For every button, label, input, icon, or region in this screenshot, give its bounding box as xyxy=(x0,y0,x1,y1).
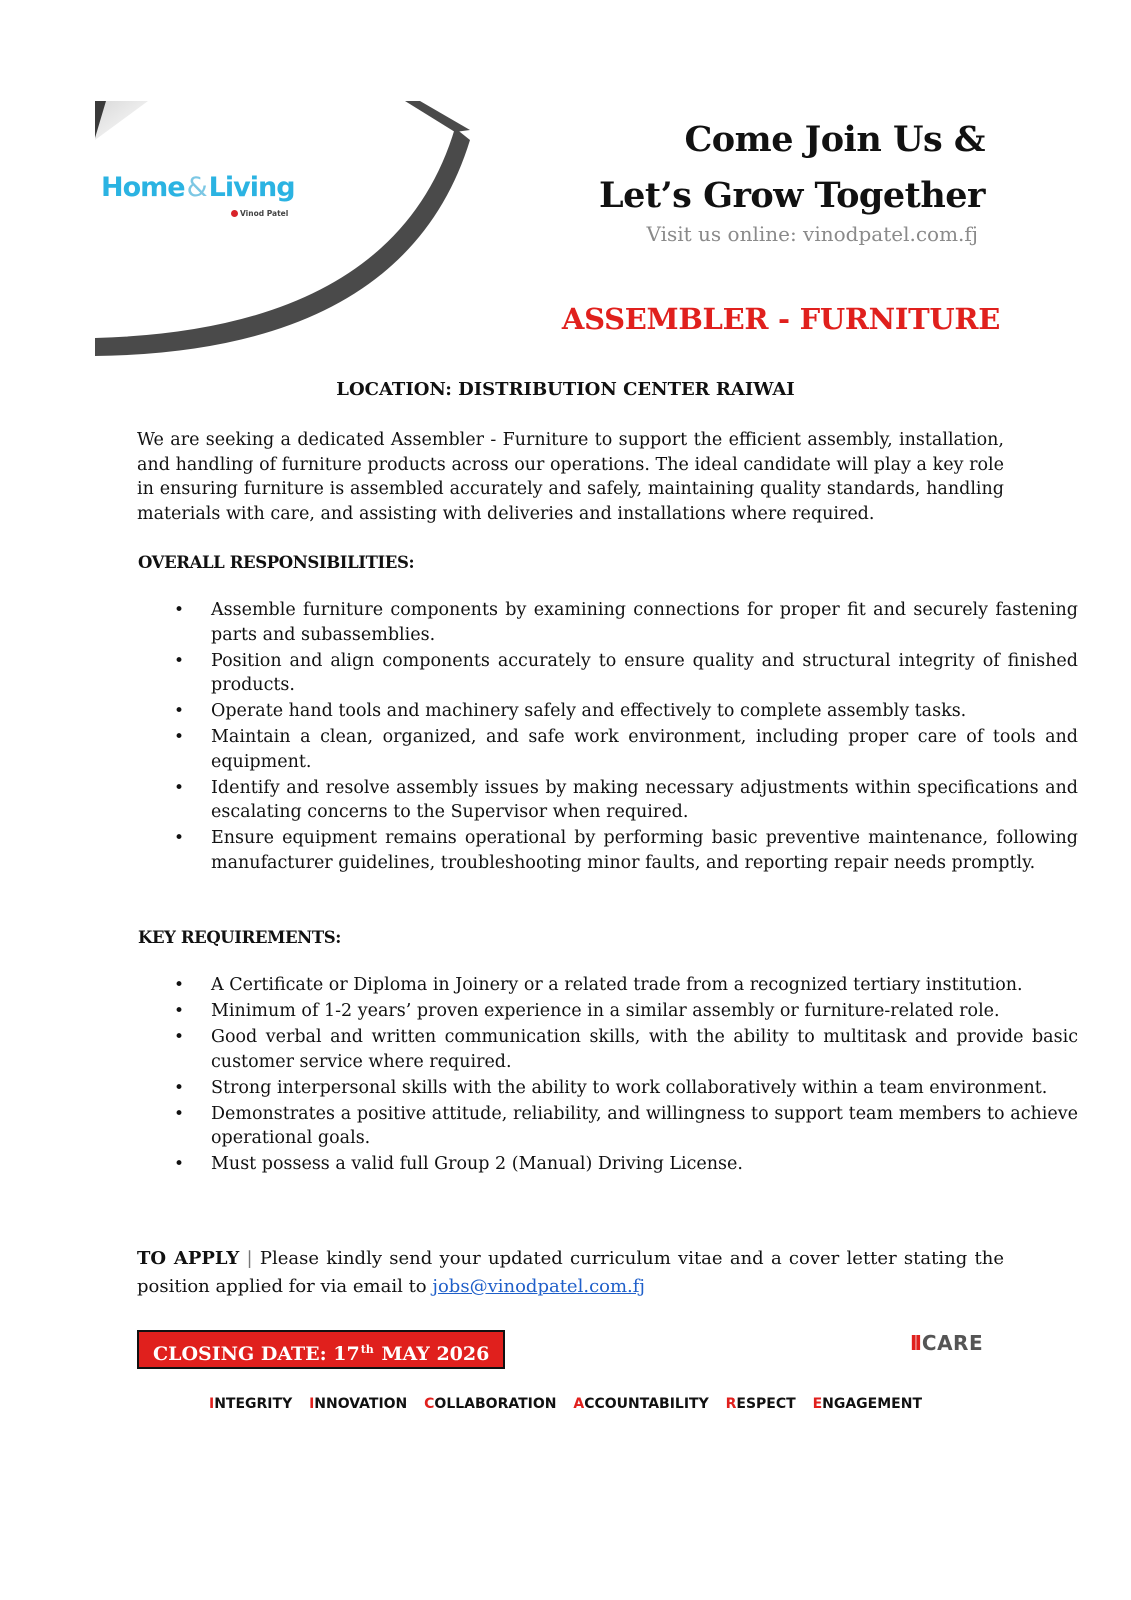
list-item: • Ensure equipment remains operational by performing basic preventive maintenance, following manufacturer guidelines, troubleshooting minor faults, and reporting repair needs promptly. xyxy=(211,826,1078,875)
requirements-heading: KEY REQUIREMENTS: xyxy=(138,928,341,947)
closing-date-badge xyxy=(137,1330,505,1369)
responsibilities-list xyxy=(137,598,1078,877)
value-initial: I xyxy=(309,1396,315,1412)
list-item: • Assemble furniture components by examining connections for proper fit and securely fastening parts and subassemblies. xyxy=(211,598,1078,647)
job-title: ASSEMBLER - FURNITURE xyxy=(561,302,1000,336)
apply-email-link[interactable]: jobs@vinodpatel.com.fj xyxy=(432,1276,646,1297)
logo-swoosh-tip xyxy=(405,101,470,132)
care-word: CARE xyxy=(921,1331,984,1355)
list-item: • Identify and resolve assembly issues by making necessary adjustments within specifications and escalating concerns to the Supervisor when required. xyxy=(211,776,1078,825)
headline xyxy=(599,112,985,224)
value-initial: C xyxy=(424,1396,435,1412)
list-item: • A Certificate or Diploma in Joinery or a related trade from a recognized tertiary institution. xyxy=(211,973,1078,998)
closing-date-ordinal: th xyxy=(360,1343,374,1356)
value-engagement xyxy=(813,1396,922,1412)
value-rest: NTEGRITY xyxy=(214,1396,293,1412)
apply-text: Please kindly send your updated curriculum vitae and a cover letter stating the position applied for via email to xyxy=(137,1248,1004,1297)
value-initial: I xyxy=(208,1396,215,1412)
value-integrity xyxy=(209,1396,292,1412)
value-respect xyxy=(726,1396,796,1412)
intro-paragraph: We are seeking a dedicated Assembler - Furniture to support the efficient assembly, installation, and handling of furniture products across our operations. The ideal candidate will play a key role in ensuring furniture is assembled accurately and safely, maintaining quality standards, handling materials with care, and assisting with deliveries and installations where required. xyxy=(137,430,1004,524)
list-item: • Operate hand tools and machinery safely and effectively to complete assembly tasks. xyxy=(211,699,1078,724)
list-item: • Maintain a clean, organized, and safe work environment, including proper care of tools and equipment. xyxy=(211,725,1078,774)
value-innovation xyxy=(309,1396,407,1412)
list-item: • Must possess a valid full Group 2 (Manual) Driving License. xyxy=(211,1152,1078,1177)
list-item: • Good verbal and written communication skills, with the ability to multitask and provide basic customer service where required. xyxy=(211,1025,1078,1074)
brand-logo-word-living: Living xyxy=(208,172,295,203)
job-location: LOCATION: DISTRIBUTION CENTER RAIWAI xyxy=(336,379,795,400)
responsibilities-heading: OVERALL RESPONSIBILITIES: xyxy=(138,553,415,572)
visit-website-text: Visit us online: vinodpatel.com.fj xyxy=(646,222,978,246)
apply-lead: TO APPLY xyxy=(137,1248,240,1269)
headline-line-1: Come Join Us & xyxy=(684,119,985,160)
logo-swoosh xyxy=(95,128,470,356)
list-item: • Position and align components accurately to ensure quality and structural integrity of finished products. xyxy=(211,649,1078,698)
value-rest: NNOVATION xyxy=(314,1396,408,1412)
value-collaboration xyxy=(424,1396,556,1412)
care-bars: II xyxy=(910,1331,919,1355)
closing-date-rest: MAY 2026 xyxy=(381,1343,490,1365)
list-item: • Strong interpersonal skills with the ability to work collaboratively within a team environment. xyxy=(211,1076,1078,1101)
brand-logo-word-home: Home xyxy=(101,172,185,203)
brand-logo-amp: & xyxy=(186,172,207,203)
value-initial: E xyxy=(812,1396,823,1412)
company-values xyxy=(0,1396,1131,1412)
brand-sublogo xyxy=(231,209,288,218)
value-rest: CCOUNTABILITY xyxy=(584,1396,709,1412)
value-rest: NGAGEMENT xyxy=(822,1396,922,1412)
brand-sublogo-text: Vinod Patel xyxy=(240,209,289,218)
value-rest: ESPECT xyxy=(736,1396,796,1412)
apply-separator: | xyxy=(246,1248,253,1269)
headline-line-2: Let’s Grow Together xyxy=(598,175,985,216)
brand-logo xyxy=(101,172,295,203)
value-initial: A xyxy=(573,1396,585,1412)
list-item: • Minimum of 1-2 years’ proven experience in a similar assembly or furniture-related role. xyxy=(211,999,1078,1024)
brand-dot-icon xyxy=(231,210,238,217)
requirements-list xyxy=(137,973,1078,1178)
care-logo xyxy=(910,1331,983,1355)
value-initial: R xyxy=(725,1396,737,1412)
list-item: • Demonstrates a positive attitude, reliability, and willingness to support team members to achieve operational goals. xyxy=(211,1102,1078,1151)
apply-instructions xyxy=(137,1245,1004,1301)
closing-date-prefix: CLOSING DATE: 17 xyxy=(153,1343,360,1365)
value-accountability xyxy=(573,1396,708,1412)
value-rest: OLLABORATION xyxy=(434,1396,557,1412)
